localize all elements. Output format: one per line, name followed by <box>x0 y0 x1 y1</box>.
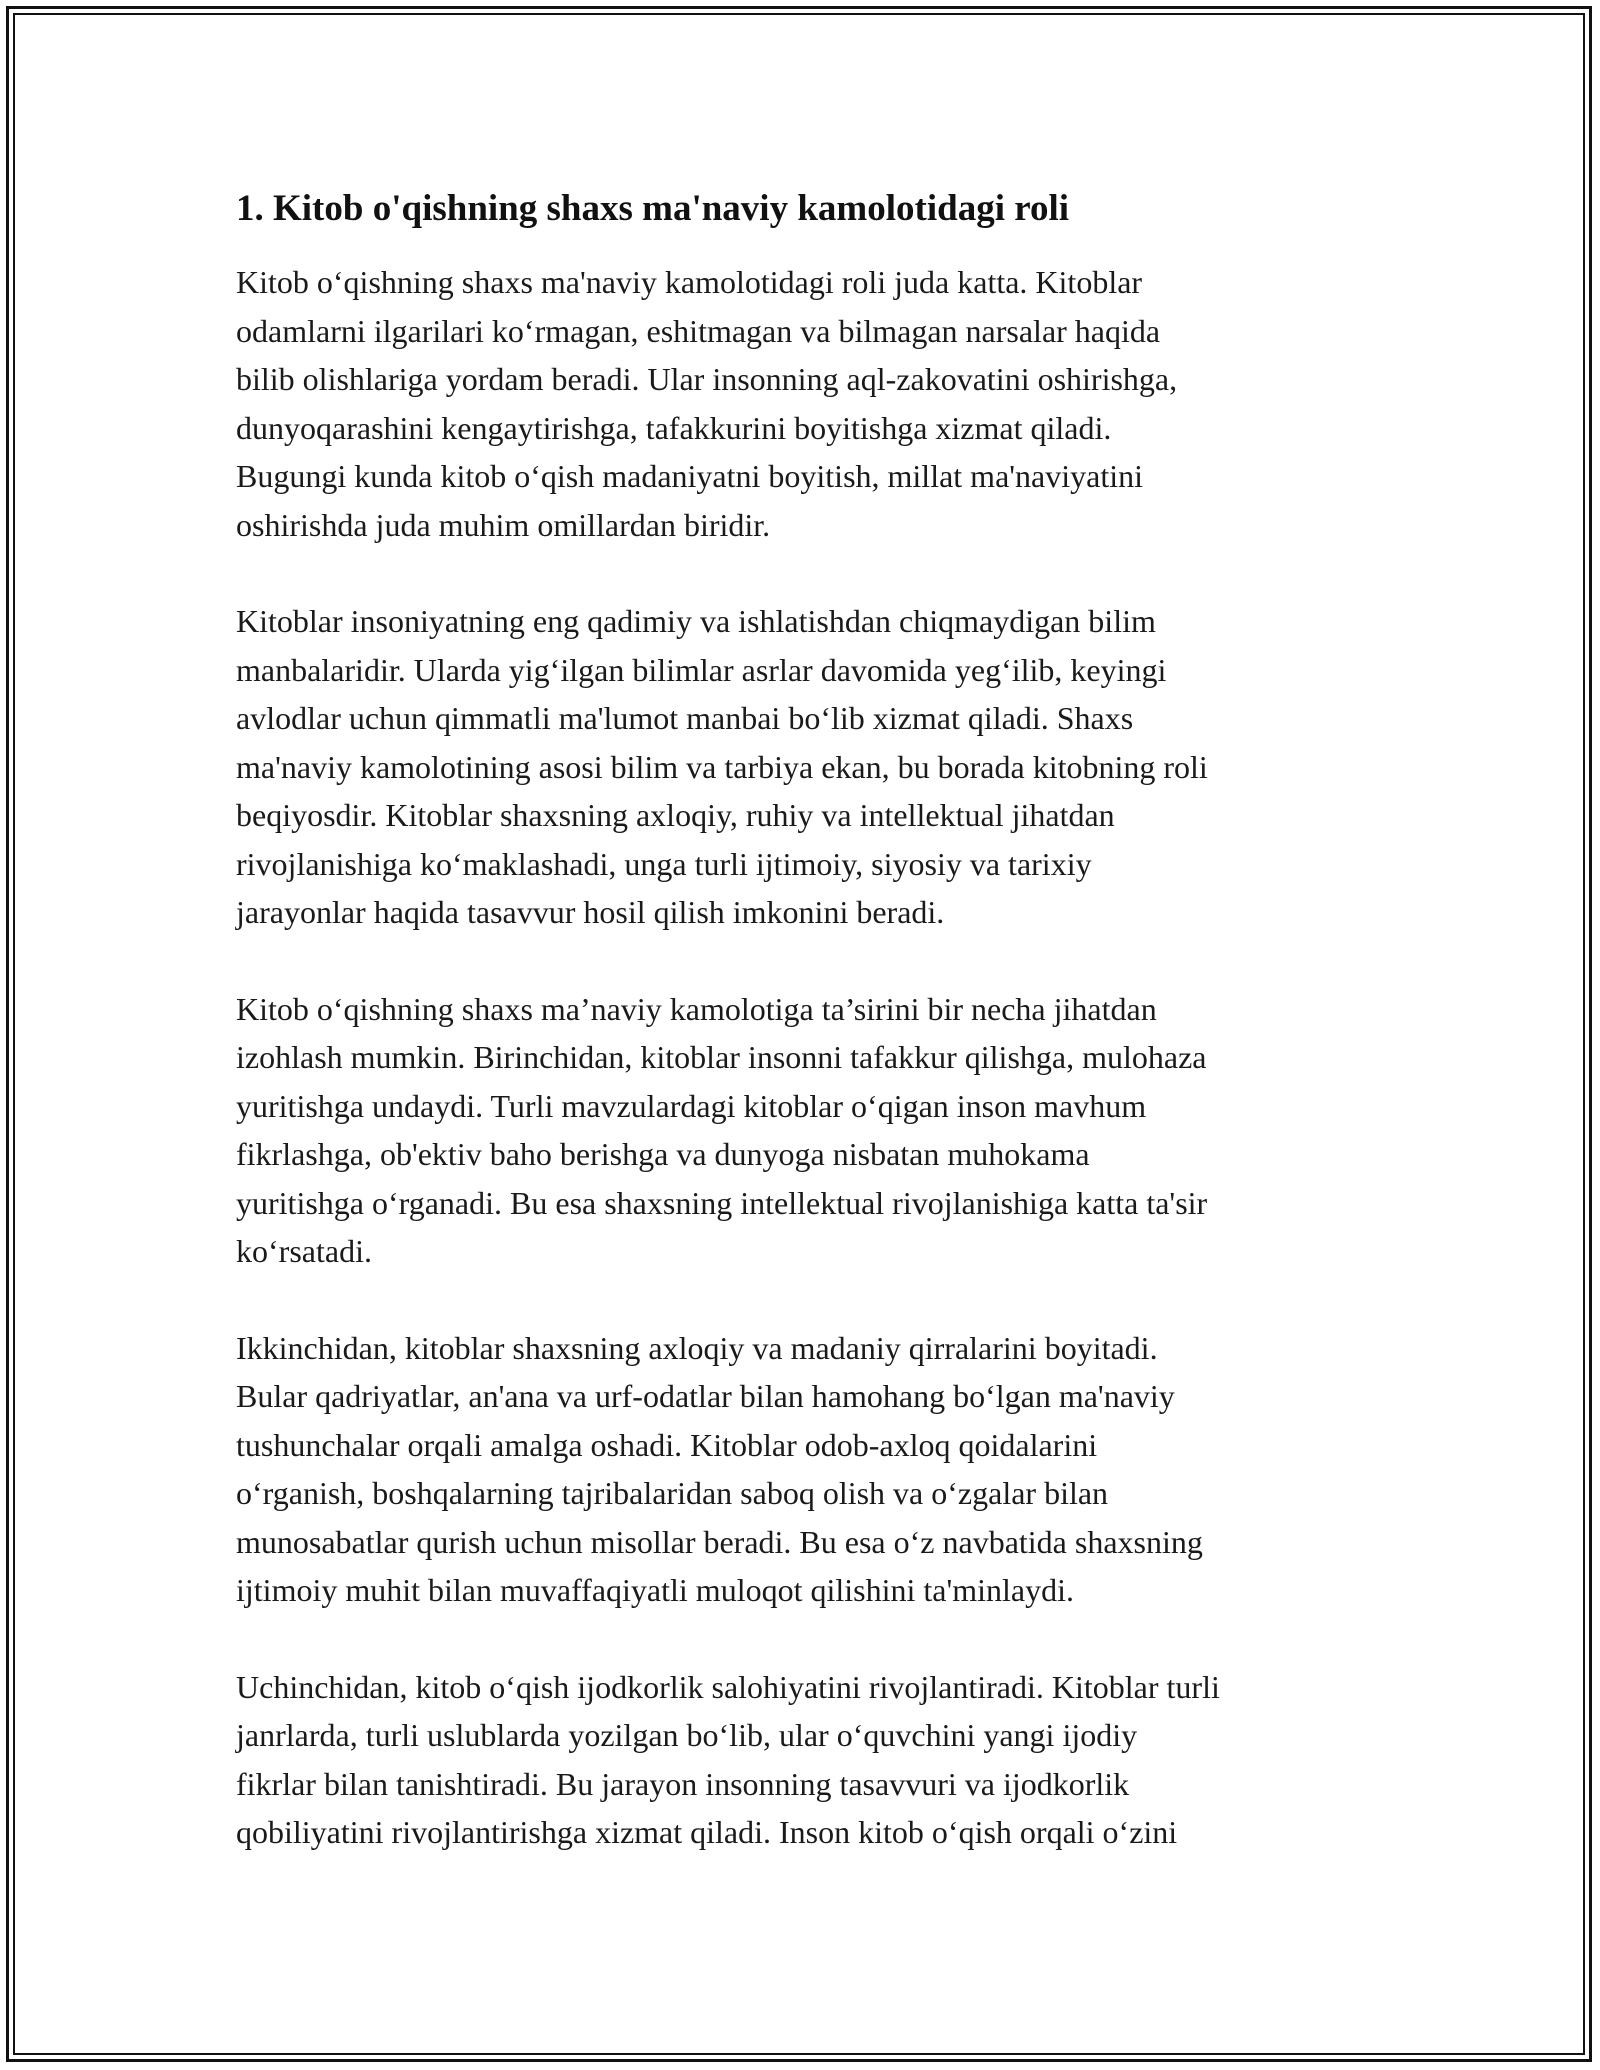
text-line: manbalaridir. Ularda yigʻilgan bilimlar asrlar davomida yegʻilib, keyingi <box>236 651 1167 688</box>
text-line: jarayonlar haqida tasavvur hosil qilish imkonini beradi. <box>236 894 945 930</box>
text-line: Uchinchidan, kitob oʻqish ijodkorlik salohiyatini rivojlantiradi. Kitoblar turli <box>236 1668 1220 1705</box>
text-line: Bugungi kunda kitob oʻqish madaniyatni boyitish, millat ma'naviyatini <box>236 458 1143 494</box>
text-line: Ikkinchidan, kitoblar shaxsning axloqiy va madaniy qirralarini boyitadi. <box>236 1329 1158 1366</box>
text-line: tushunchalar orqali amalga oshadi. Kitoblar odob-axloq qoidalarini <box>236 1426 1098 1463</box>
text-line: Kitob oʻqishning shaxs ma’naviy kamolotiga ta’sirini bir necha jihatdan <box>236 990 1157 1027</box>
text-line: koʻrsatadi. <box>236 1233 372 1269</box>
text-line: Bular qadriyatlar, an'ana va urf-odatlar bilan hamohang boʻlgan ma'naviy <box>236 1378 1175 1414</box>
text-line: qobiliyatini rivojlantirishga xizmat qiladi. Inson kitob oʻqish orqali oʻzini <box>236 1814 1178 1850</box>
text-line: dunyoqarashini kengaytirishga, tafakkurini boyitishga xizmat qiladi. <box>236 409 1112 446</box>
paragraph <box>236 1663 1386 1857</box>
paragraph <box>236 258 1386 549</box>
text-line: oshirishda juda muhim omillardan biridir. <box>236 506 771 543</box>
text-line: yuritishga oʻrganadi. Bu esa shaxsning intellektual rivojlanishiga katta ta'sir <box>236 1184 1208 1221</box>
text-line: ijtimoiy muhit bilan muvaffaqiyatli muloqot qilishini ta'minlaydi. <box>236 1572 1074 1608</box>
section-heading: 1. Kitob o'qishning shaxs ma'naviy kamolotidagi roli <box>236 188 1070 229</box>
paragraph <box>236 985 1386 1276</box>
text-line: bilib olishlariga yordam beradi. Ular insonning aql-zakovatini oshirishga, <box>236 361 1178 397</box>
document-body <box>236 185 1386 1905</box>
text-line: avlodlar uchun qimmatli ma'lumot manbai boʻlib xizmat qiladi. Shaxs <box>236 700 1134 736</box>
text-line: odamlarni ilgarilari koʻrmagan, eshitmagan va bilmagan narsalar haqida <box>236 312 1161 349</box>
text-line: ma'naviy kamolotining asosi bilim va tarbiya ekan, bu borada kitobning roli <box>236 748 1208 785</box>
text-line: Kitoblar insoniyatning eng qadimiy va ishlatishdan chiqmaydigan bilim <box>236 603 1156 639</box>
text-line: rivojlanishiga koʻmaklashadi, unga turli ijtimoiy, siyosiy va tarixiy <box>236 845 1092 882</box>
text-line: yuritishga undaydi. Turli mavzulardagi kitoblar oʻqigan inson mavhum <box>236 1087 1147 1124</box>
text-line: oʻrganish, boshqalarning tajribalaridan saboq olish va oʻzgalar bilan <box>236 1475 1109 1511</box>
text-line: fikrlashga, ob'ektiv baho berishga va dunyoga nisbatan muhokama <box>236 1136 1090 1172</box>
paragraph <box>236 597 1386 937</box>
text-line: beqiyosdir. Kitoblar shaxsning axloqiy, ruhiy va intellektual jihatdan <box>236 797 1115 833</box>
text-line: munosabatlar qurish uchun misollar beradi. Bu esa oʻz navbatida shaxsning <box>236 1523 1203 1560</box>
text-line: izohlash mumkin. Birinchidan, kitoblar insonni tafakkur qilishga, mulohaza <box>236 1039 1207 1075</box>
paragraph <box>236 1324 1386 1615</box>
text-line: Kitob oʻqishning shaxs ma'naviy kamolotidagi roli juda katta. Kitoblar <box>236 264 1143 300</box>
text-line: janrlarda, turli uslublarda yozilgan boʻlib, ular oʻquvchini yangi ijodiy <box>236 1717 1138 1753</box>
text-line: fikrlar bilan tanishtiradi. Bu jarayon insonning tasavvuri va ijodkorlik <box>236 1765 1130 1802</box>
paragraph-list <box>236 258 1386 1857</box>
